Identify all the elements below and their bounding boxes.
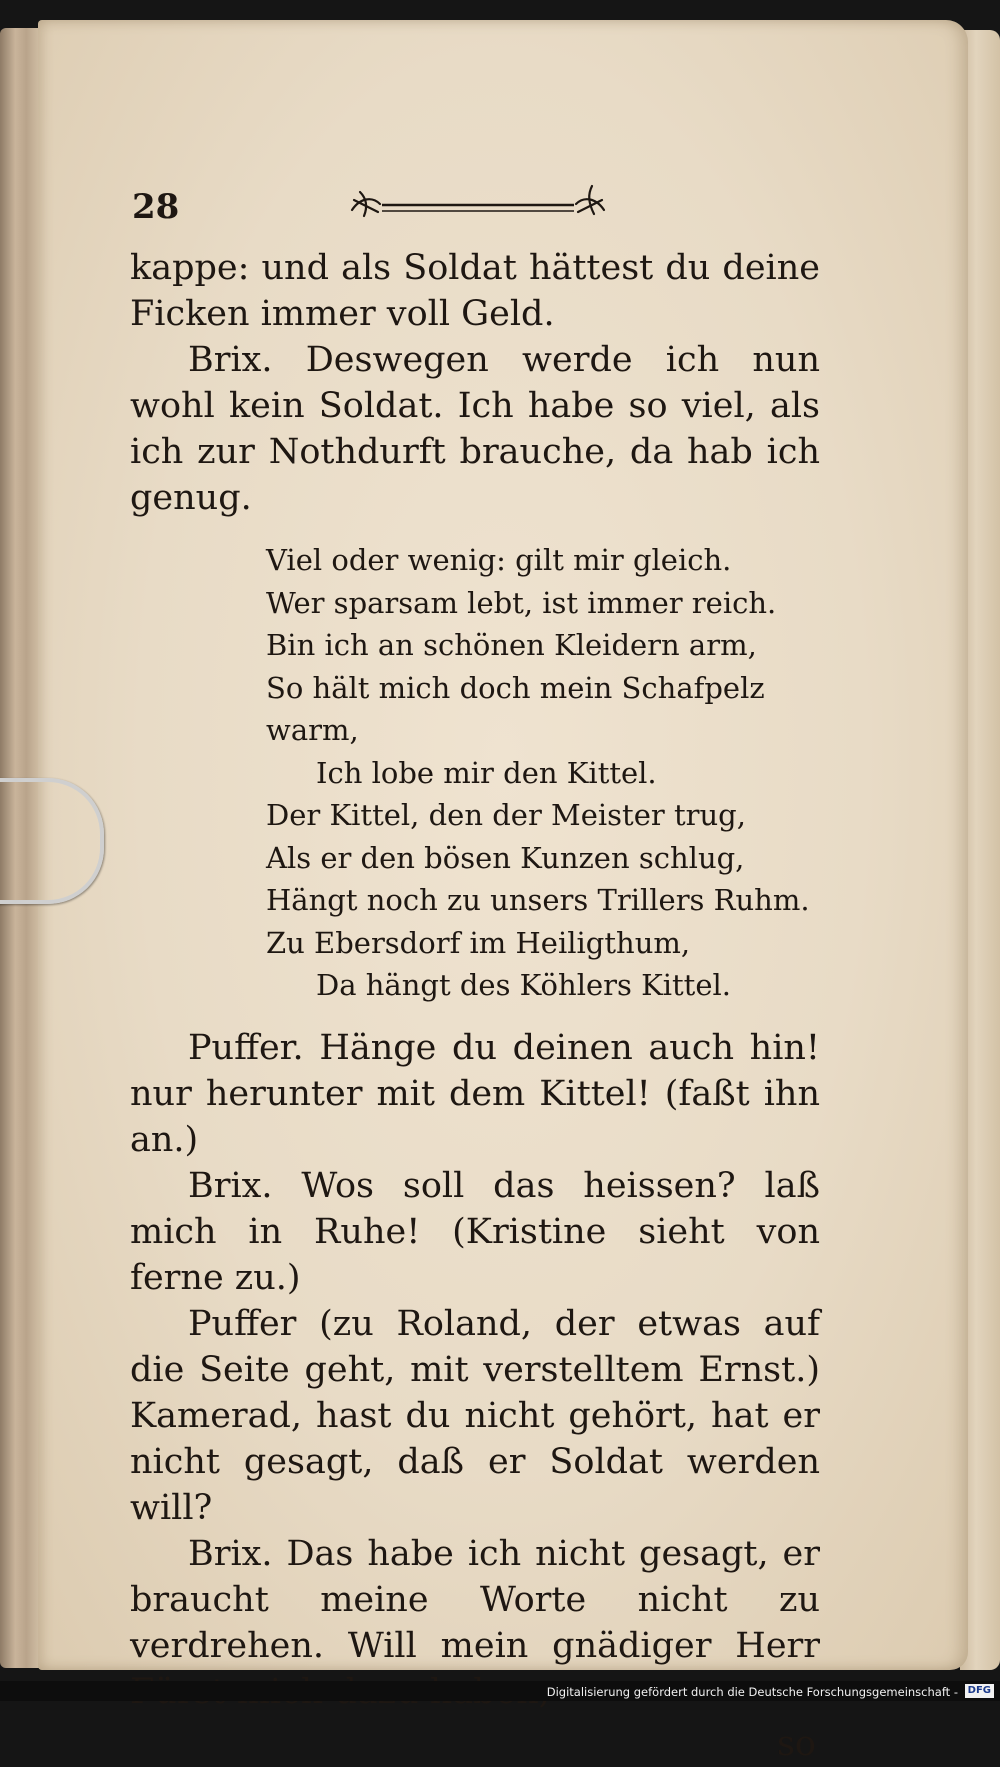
verse-line: Wer sparsam lebt, ist immer reich. <box>266 585 777 620</box>
verse-line: Als er den bösen Kunzen schlug, <box>266 840 745 875</box>
verse-block <box>130 539 820 1007</box>
paragraph-1: kappe: und als Soldat hättest du deine Ficken immer voll Geld. <box>130 248 820 334</box>
verse-line: So hält mich doch mein Schafpelz warm, <box>266 670 765 747</box>
page-header <box>130 175 820 245</box>
verse-line: Ich lobe mir den Kittel. <box>316 755 657 790</box>
catchword: so <box>776 1723 816 1764</box>
paragraph-3: Puffer. Hänge du deinen auch hin! nur herunter mit dem Kittel! (faßt ihn an.) <box>130 1027 820 1160</box>
verse-line: Hängt noch zu unsers Trillers Ruhm. <box>266 883 810 917</box>
page-content <box>130 175 820 1767</box>
verse-line: Zu Ebersdorf im Heiligthum, <box>266 925 691 960</box>
verse-line: Der Kittel, den der Meister trug, <box>266 798 746 832</box>
paragraph-5: Puffer (zu Roland, der etwas auf die Seite geht, mit verstelltem Ernst.) Kamerad, hast du nicht gehört, hat er nicht gesagt, daß er Soldat werden will? <box>130 1303 820 1528</box>
dfg-logo: DFG <box>965 1684 994 1698</box>
verse-line: Da hängt des Köhlers Kittel. <box>316 968 731 1002</box>
paragraph-6: Brix. Das habe ich nicht gesagt, er braucht meine Worte nicht zu verdrehen. Will mein gnädiger Herr <box>130 1533 820 1666</box>
page-number: 28 <box>132 187 180 227</box>
ornament-icon <box>350 180 606 226</box>
paragraph-2: Brix. Deswegen werde ich nun wohl kein Soldat. Ich habe so viel, als ich zur Nothdurft brauche, da hab ich genug. <box>130 340 820 518</box>
paper-clip <box>0 778 104 904</box>
verse-line: Viel oder wenig: gilt mir gleich. <box>266 543 732 577</box>
paragraph-4: Brix. Wos soll das heissen? laß mich in Ruhe! (Kristine sieht von ferne zu.) <box>130 1165 820 1298</box>
verse-line: Bin ich an schönen Kleidern arm, <box>266 628 757 662</box>
footer-credit: Digitalisierung gefördert durch die Deutsche Forschungsgemeinschaft - <box>546 1685 958 1699</box>
